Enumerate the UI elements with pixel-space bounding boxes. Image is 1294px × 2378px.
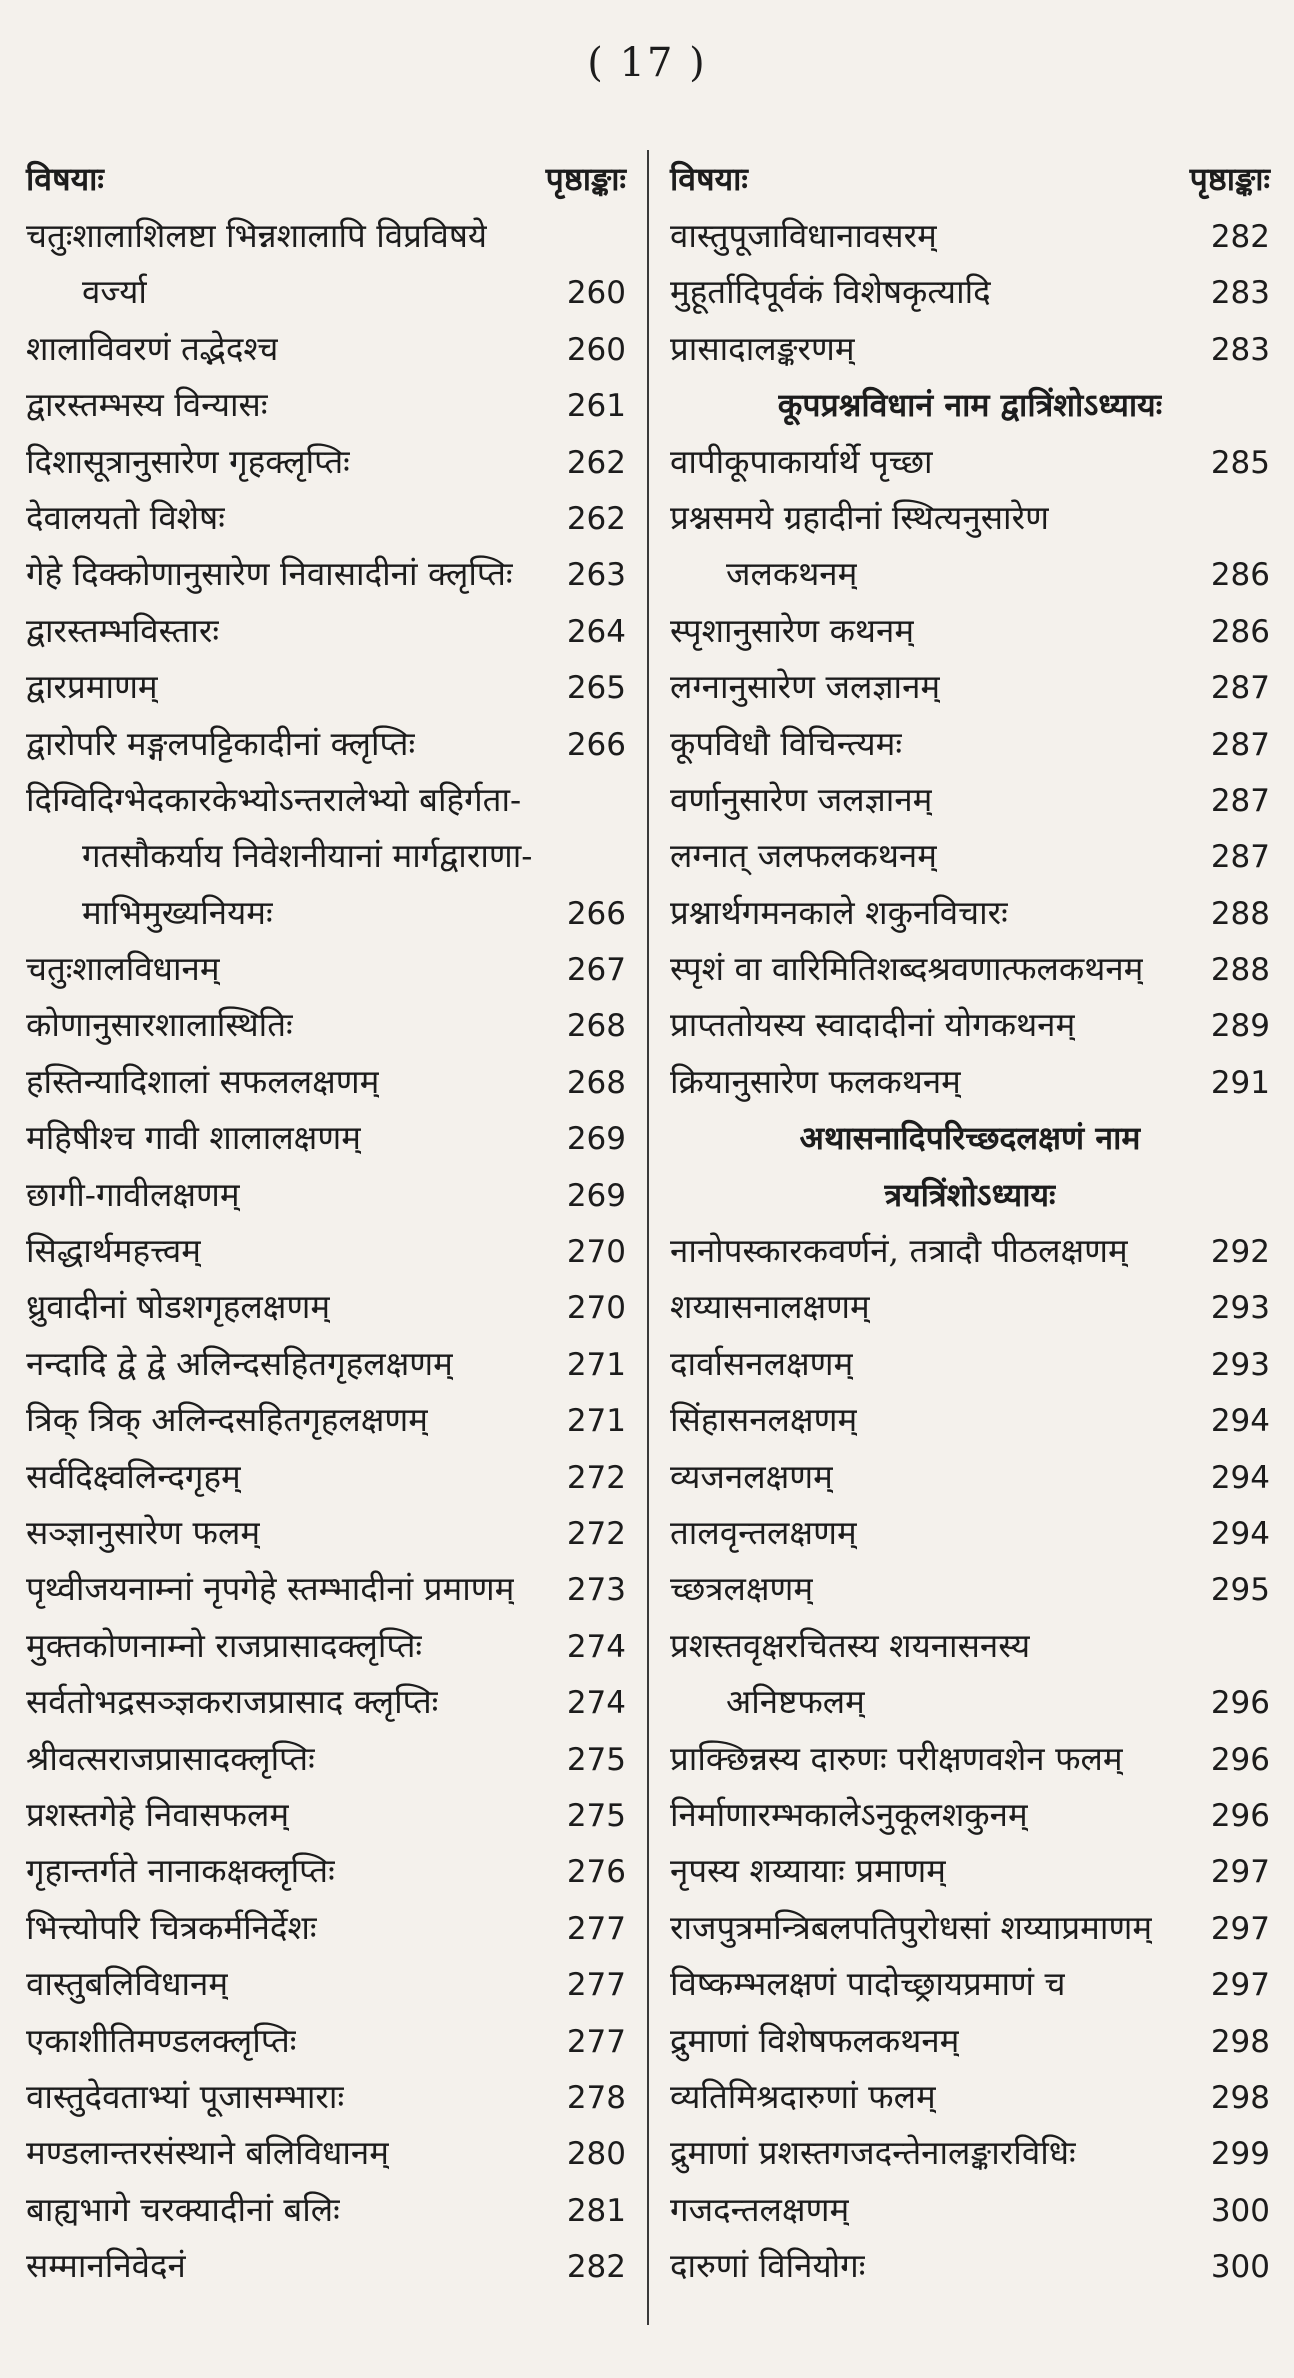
contents-entry <box>670 1223 1270 1279</box>
contents-entry <box>26 546 626 602</box>
contents-entry <box>670 321 1270 377</box>
entry-title: मुक्तकोणनाम्नो राजप्रासादक्लृप्तिः <box>26 1625 423 1665</box>
contents-entry <box>670 772 1270 828</box>
contents-entry <box>26 828 626 884</box>
contents-entry <box>670 1674 1270 1730</box>
entry-title: शालाविवरणं तद्भेदश्च <box>26 328 279 368</box>
entry-page-number: 270 <box>566 1234 626 1271</box>
entry-page-number: 280 <box>566 2136 626 2173</box>
entry-title: दिग्विदिग्भेदकारकेभ्योऽन्तरालेभ्यो बहिर्गता- <box>26 779 522 819</box>
entry-page-number: 297 <box>1210 1910 1270 1947</box>
contents-entry <box>26 659 626 715</box>
entry-title: द्वारप्रमाणम् <box>26 667 158 707</box>
contents-entry <box>26 885 626 941</box>
contents-entry <box>670 546 1270 602</box>
contents-entry <box>26 1956 626 2012</box>
contents-entry <box>670 1731 1270 1787</box>
contents-entry <box>26 208 626 264</box>
contents-entry <box>670 1956 1270 2012</box>
contents-entry <box>26 2238 626 2294</box>
entry-page-number: 277 <box>566 2023 626 2060</box>
entry-title: त्रिक् त्रिक् अलिन्दसहितगृहलक्षणम् <box>26 1400 428 1440</box>
contents-entry <box>26 1167 626 1223</box>
entry-title: स्पृशं वा वारिमितिशब्दश्रवणात्फलकथनम् <box>670 949 1144 989</box>
entry-title: चतुःशालविधानम् <box>26 949 220 989</box>
contents-entry <box>670 885 1270 941</box>
contents-entry <box>670 716 1270 772</box>
entry-title: वास्तुदेवताभ्यां पूजासम्भाराः <box>26 2076 345 2116</box>
entry-page-number: 268 <box>566 1064 626 1101</box>
entry-title: शय्यासनालक्षणम् <box>670 1287 870 1327</box>
entry-title: गतसौकर्याय निवेशनीयानां मार्गद्वाराणा- <box>82 836 533 876</box>
page-number: ( 17 ) <box>587 40 707 86</box>
contents-entry <box>26 1223 626 1279</box>
contents-entry <box>26 264 626 320</box>
entry-page-number: 286 <box>1210 613 1270 650</box>
entry-title: सिद्धार्थमहत्त्वम् <box>26 1231 201 1271</box>
entry-page-number: 274 <box>566 1628 626 1665</box>
entry-page-number: 282 <box>566 2249 626 2286</box>
entry-title: दार्वासनलक्षणम् <box>670 1343 854 1383</box>
contents-entry <box>670 941 1270 997</box>
entry-page-number: 294 <box>1210 1515 1270 1552</box>
entry-page-number: 287 <box>1210 782 1270 819</box>
entry-title: द्वारस्तम्भविस्तारः <box>26 610 220 650</box>
contents-column-right <box>670 150 1270 2294</box>
contents-entry <box>670 1900 1270 1956</box>
entry-title: चतुःशालाशिलष्टा भिन्नशालापि विप्रविषये <box>26 216 488 255</box>
entry-page-number: 271 <box>566 1403 626 1440</box>
entry-title: प्रश्नसमये ग्रहादीनां स्थित्यनुसारेण <box>670 497 1049 537</box>
entry-title: प्राप्ततोयस्य स्वादादीनां योगकथनम् <box>670 1005 1076 1045</box>
header-subject: विषयाः <box>670 160 748 198</box>
entry-title: द्रुमाणां प्रशस्तगजदन्तेनालङ्कारविधिः <box>670 2133 1076 2173</box>
entry-title: श्रीवत्सराजप्रासादक्लृप्तिः <box>26 1738 315 1778</box>
contents-entry <box>670 2125 1270 2181</box>
contents-entry <box>670 1843 1270 1899</box>
entry-title: गेहे दिक्कोणानुसारेण निवासादीनां क्लृप्तिः <box>26 554 513 594</box>
entry-title: मण्डलान्तरसंस्थाने बलिविधानम् <box>26 2133 389 2173</box>
entry-page-number: 270 <box>566 1290 626 1327</box>
entry-title: द्वारोपरि मङ्गलपट्टिकादीनां क्लृप्तिः <box>26 723 416 763</box>
header-page: पृष्ठाङ्काः <box>545 160 626 198</box>
contents-entry <box>670 997 1270 1053</box>
contents-entry <box>26 1505 626 1561</box>
entry-page-number: 265 <box>566 670 626 707</box>
contents-entry <box>26 1054 626 1110</box>
entry-page-number: 300 <box>1210 2192 1270 2229</box>
entry-page-number: 298 <box>1210 2023 1270 2060</box>
entry-page-number: 273 <box>566 1572 626 1609</box>
entry-title: दिशासूत्रानुसारेण गृहक्लृप्तिः <box>26 441 350 481</box>
contents-entry <box>26 941 626 997</box>
contents-entry <box>26 1449 626 1505</box>
entry-title: सर्वदिक्ष्वलिन्दगृहम् <box>26 1456 241 1496</box>
entry-page-number: 262 <box>566 444 626 481</box>
entry-page-number: 294 <box>1210 1459 1270 1496</box>
entry-page-number: 283 <box>1210 275 1270 312</box>
contents-entry <box>670 434 1270 490</box>
contents-entry <box>670 1787 1270 1843</box>
entry-page-number: 287 <box>1210 726 1270 763</box>
contents-entry <box>26 434 626 490</box>
entry-title: महिषीश्च गावी शालालक्षणम् <box>26 1118 361 1158</box>
chapter-heading-text: त्रयत्रिंशोऽध्यायः <box>884 1175 1056 1214</box>
entry-title: सञ्ज्ञानुसारेण फलम् <box>26 1512 261 1552</box>
entry-page-number: 277 <box>566 1910 626 1947</box>
contents-entry <box>670 490 1270 546</box>
entry-title: प्रासादालङ्करणम् <box>670 328 855 368</box>
entry-title: ध्रुवादीनां षोडशगृहलक्षणम् <box>26 1287 331 1327</box>
entry-page-number: 298 <box>1210 2079 1270 2116</box>
contents-entry <box>670 2069 1270 2125</box>
entry-page-number: 275 <box>566 1797 626 1834</box>
entry-title: कूपविधौ विचिन्त्यमः <box>670 723 903 763</box>
contents-entry <box>670 1449 1270 1505</box>
entry-title: विष्कम्भलक्षणं पादोच्छ्रायप्रमाणं च <box>670 1964 1066 2004</box>
chapter-heading <box>670 377 1270 433</box>
contents-entry <box>670 828 1270 884</box>
entry-title: कोणानुसारशालास्थितिः <box>26 1005 293 1045</box>
contents-column-left <box>26 150 626 2294</box>
contents-entry <box>26 490 626 546</box>
entry-title: लग्नानुसारेण जलज्ञानम् <box>670 667 941 707</box>
entry-title: एकाशीतिमण्डलक्लृप्तिः <box>26 2020 297 2060</box>
entry-page-number: 272 <box>566 1459 626 1496</box>
chapter-heading-text: कूपप्रश्नविधानं नाम द्वात्रिंशोऽध्यायः <box>777 386 1163 425</box>
entry-title: अनिष्टफलम् <box>726 1682 865 1722</box>
contents-entry <box>670 264 1270 320</box>
entry-title: च्छत्रलक्षणम् <box>670 1569 814 1609</box>
entry-page-number: 272 <box>566 1515 626 1552</box>
contents-entry <box>26 1618 626 1674</box>
entry-page-number: 267 <box>566 952 626 989</box>
contents-entry <box>670 1392 1270 1448</box>
entry-page-number: 269 <box>566 1177 626 1214</box>
header-subject: विषयाः <box>26 160 104 198</box>
entry-title: गृहान्तर्गते नानाकक्षक्लृप्तिः <box>26 1851 335 1891</box>
entry-page-number: 296 <box>1210 1741 1270 1778</box>
entry-title: राजपुत्रमन्त्रिबलपतिपुरोधसां शय्याप्रमाणम् <box>670 1907 1153 1947</box>
entry-page-number: 285 <box>1210 444 1270 481</box>
contents-entry <box>26 1561 626 1617</box>
entry-title: प्रश्नार्थगमनकाले शकुनविचारः <box>670 892 1008 932</box>
contents-entry <box>670 659 1270 715</box>
entry-page-number: 275 <box>566 1741 626 1778</box>
entry-page-number: 287 <box>1210 670 1270 707</box>
entry-title: द्वारस्तम्भस्य विन्यासः <box>26 385 268 425</box>
entry-page-number: 278 <box>566 2079 626 2116</box>
entry-title: वास्तुबलिविधानम् <box>26 1964 229 2004</box>
contents-entry <box>26 1900 626 1956</box>
contents-entry <box>670 1336 1270 1392</box>
contents-entry <box>670 2182 1270 2238</box>
entry-title: नानोपस्कारकवर्णनं, तत्रादौ पीठलक्षणम् <box>670 1231 1128 1271</box>
entry-title: जलकथनम् <box>726 554 858 594</box>
chapter-heading <box>670 1110 1270 1166</box>
contents-list <box>26 208 626 2294</box>
contents-entry <box>26 603 626 659</box>
entry-page-number: 271 <box>566 1346 626 1383</box>
entry-page-number: 262 <box>566 500 626 537</box>
contents-entry <box>26 2182 626 2238</box>
entry-title: सिंहासनलक्षणम् <box>670 1400 858 1440</box>
entry-page-number: 297 <box>1210 1967 1270 2004</box>
chapter-heading <box>670 1167 1270 1223</box>
column-header <box>26 150 626 208</box>
entry-page-number: 269 <box>566 1121 626 1158</box>
entry-title: हस्तिन्यादिशालां सफललक्षणम् <box>26 1061 380 1101</box>
contents-entry <box>26 1787 626 1843</box>
entry-title: लग्नात् जलफलकथनम् <box>670 836 937 876</box>
entry-page-number: 264 <box>566 613 626 650</box>
entry-title: व्यतिमिश्रदारुणां फलम् <box>670 2076 936 2116</box>
entry-page-number: 293 <box>1210 1346 1270 1383</box>
contents-entry <box>26 321 626 377</box>
entry-page-number: 266 <box>566 726 626 763</box>
entry-page-number: 291 <box>1210 1064 1270 1101</box>
entry-title: वर्ज्या <box>82 272 147 312</box>
contents-entry <box>26 377 626 433</box>
chapter-heading-text: अथासनादिपरिच्छदलक्षणं नाम <box>799 1119 1141 1158</box>
entry-title: वर्णानुसारेण जलज्ञानम् <box>670 779 933 819</box>
contents-entry <box>670 1618 1270 1674</box>
entry-title: नन्दादि द्वे द्वे अलिन्दसहितगृहलक्षणम् <box>26 1343 453 1383</box>
entry-title: बाह्यभागे चरक्यादीनां बलिः <box>26 2189 340 2229</box>
contents-entry <box>670 2013 1270 2069</box>
contents-entry <box>26 716 626 772</box>
contents-entry <box>26 1110 626 1166</box>
contents-entry <box>26 997 626 1053</box>
entry-page-number: 276 <box>566 1854 626 1891</box>
entry-page-number: 268 <box>566 1008 626 1045</box>
entry-title: माभिमुख्यनियमः <box>82 892 273 932</box>
contents-entry <box>26 1392 626 1448</box>
entry-page-number: 282 <box>1210 219 1270 255</box>
entry-page-number: 288 <box>1210 952 1270 989</box>
column-header <box>670 150 1270 208</box>
entry-page-number: 297 <box>1210 1854 1270 1891</box>
entry-title: पृथ्वीजयनाम्नां नृपगेहे स्तम्भादीनां प्रमाणम् <box>26 1569 515 1609</box>
contents-entry <box>670 1505 1270 1561</box>
entry-title: प्रशस्तगेहे निवासफलम् <box>26 1794 290 1834</box>
entry-title: नृपस्य शय्यायाः प्रमाणम् <box>670 1851 946 1891</box>
entry-title: प्राक्छिन्नस्य दारुणः परीक्षणवशेन फलम् <box>670 1738 1123 1778</box>
entry-page-number: 260 <box>566 331 626 368</box>
contents-entry <box>670 208 1270 264</box>
entry-title: सम्माननिवेदनं <box>26 2246 186 2286</box>
contents-entry <box>26 1843 626 1899</box>
contents-entry <box>26 2125 626 2181</box>
entry-page-number: 287 <box>1210 839 1270 876</box>
header-page: पृष्ठाङ्काः <box>1189 160 1270 198</box>
column-divider <box>647 150 649 2325</box>
entry-page-number: 261 <box>566 388 626 425</box>
contents-entry <box>670 1054 1270 1110</box>
entry-page-number: 288 <box>1210 895 1270 932</box>
entry-title: वास्तुपूजाविधानावसरम् <box>670 216 937 255</box>
contents-entry <box>670 1561 1270 1617</box>
entry-title: स्पृशानुसारेण कथनम् <box>670 610 915 650</box>
entry-page-number: 263 <box>566 557 626 594</box>
contents-list <box>670 208 1270 2294</box>
entry-page-number: 286 <box>1210 557 1270 594</box>
contents-entry <box>670 1279 1270 1335</box>
entry-page-number: 296 <box>1210 1797 1270 1834</box>
entry-title: द्रुमाणां विशेषफलकथनम् <box>670 2020 960 2060</box>
entry-title: दारुणां विनियोगः <box>670 2246 866 2286</box>
contents-entry <box>26 1731 626 1787</box>
contents-entry <box>26 1336 626 1392</box>
entry-page-number: 296 <box>1210 1685 1270 1722</box>
entry-title: प्रशस्तवृक्षरचितस्य शयनासनस्य <box>670 1625 1031 1665</box>
entry-page-number: 281 <box>566 2192 626 2229</box>
entry-page-number: 277 <box>566 1967 626 2004</box>
entry-title: सर्वतोभद्रसञ्ज्ञकराजप्रासाद क्लृप्तिः <box>26 1682 439 1722</box>
entry-page-number: 274 <box>566 1685 626 1722</box>
entry-title: तालवृन्तलक्षणम् <box>670 1512 857 1552</box>
entry-page-number: 260 <box>566 275 626 312</box>
entry-page-number: 299 <box>1210 2136 1270 2173</box>
contents-entry <box>26 2069 626 2125</box>
entry-title: देवालयतो विशेषः <box>26 497 225 537</box>
entry-page-number: 300 <box>1210 2249 1270 2286</box>
contents-entry <box>26 772 626 828</box>
entry-title: वापीकूपाकार्यार्थे पृच्छा <box>670 441 933 481</box>
entry-page-number: 266 <box>566 895 626 932</box>
entry-title: व्यजनलक्षणम् <box>670 1456 833 1496</box>
entry-page-number: 295 <box>1210 1572 1270 1609</box>
entry-title: क्रियानुसारेण फलकथनम् <box>670 1061 961 1101</box>
entry-page-number: 283 <box>1210 331 1270 368</box>
entry-page-number: 293 <box>1210 1290 1270 1327</box>
entry-title: गजदन्तलक्षणम् <box>670 2189 850 2229</box>
entry-page-number: 292 <box>1210 1234 1270 1271</box>
entry-title: निर्माणारम्भकालेऽनुकूलशकुनम् <box>670 1794 1028 1834</box>
entry-page-number: 289 <box>1210 1008 1270 1045</box>
entry-title: भित्त्योपरि चित्रकर्मनिर्देशः <box>26 1907 317 1947</box>
entry-title: मुहूर्तादिपूर्वकं विशेषकृत्यादि <box>670 272 991 312</box>
contents-entry <box>26 1674 626 1730</box>
entry-page-number: 294 <box>1210 1403 1270 1440</box>
contents-entry <box>26 2013 626 2069</box>
contents-entry <box>670 2238 1270 2294</box>
contents-entry <box>26 1279 626 1335</box>
contents-entry <box>670 603 1270 659</box>
entry-title: छागी-गावीलक्षणम् <box>26 1174 240 1214</box>
